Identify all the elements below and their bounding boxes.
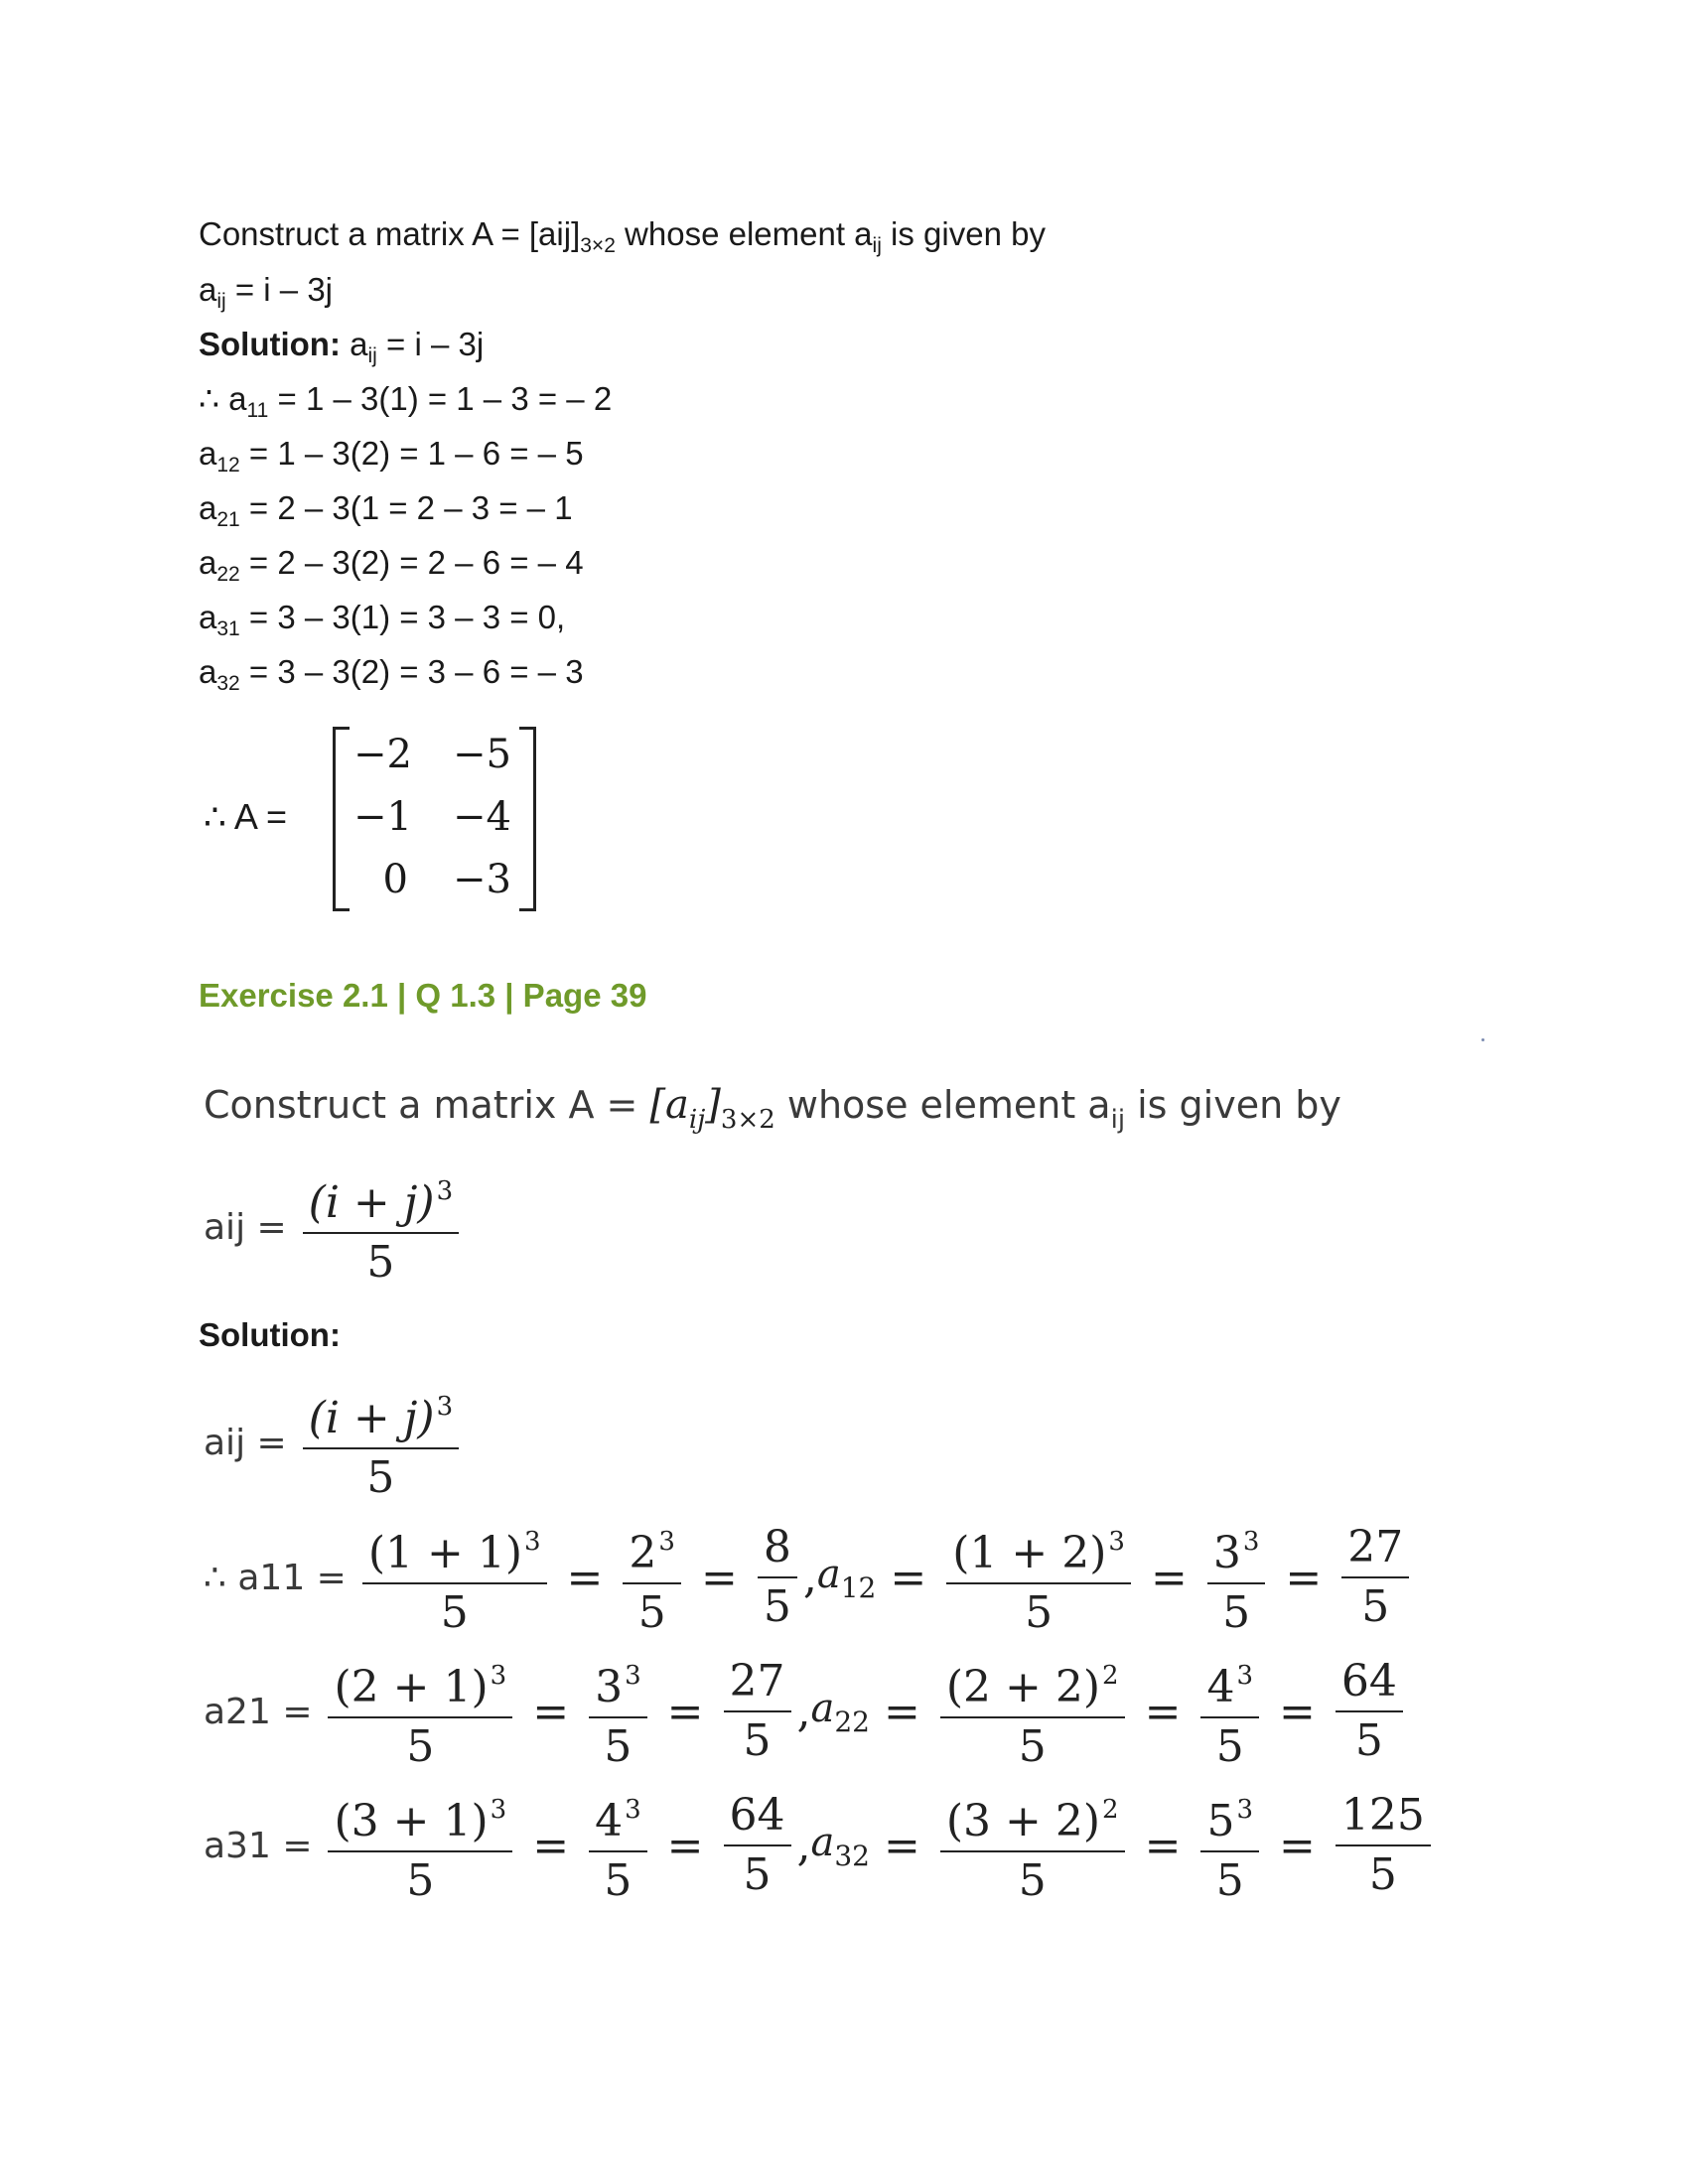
step-pre: a	[199, 653, 217, 690]
equals-sign: =	[666, 1820, 704, 1871]
fraction-den: 5	[1354, 1715, 1383, 1766]
fraction-num: 64	[1336, 1657, 1403, 1712]
fraction-num	[589, 1785, 647, 1852]
step-pre: ∴ a	[199, 380, 247, 417]
row-lhs: a31 =	[204, 1825, 313, 1866]
fraction	[1207, 1517, 1266, 1638]
num-exp: 3	[1236, 1795, 1254, 1825]
q1-step	[199, 379, 612, 431]
num-exp: 2	[1102, 1661, 1119, 1691]
var-name: a	[810, 1819, 835, 1865]
fraction-num: 8	[758, 1523, 797, 1578]
fraction-den: 5	[440, 1587, 469, 1638]
fraction	[303, 1166, 459, 1288]
fraction-den: 5	[743, 1715, 772, 1766]
num-exp: 2	[1102, 1795, 1119, 1825]
equals-sign: =	[890, 1552, 927, 1603]
fraction-den: 5	[1222, 1587, 1251, 1638]
num-text: (2 + 1)	[334, 1662, 489, 1712]
q2-row-1	[204, 1517, 1415, 1638]
q1-solution-rest: = i – 3j	[376, 326, 485, 362]
q2-prompt-a: Construct a matrix A =	[204, 1083, 650, 1127]
step-rest: = 1 – 3(1) = 1 – 3 = – 2	[268, 380, 613, 417]
q1-prompt-sub: ij	[872, 234, 882, 257]
fraction-den: 5	[604, 1721, 633, 1772]
q2-prompt	[204, 1082, 1341, 1135]
num-exp: 3	[625, 1661, 641, 1691]
num-exp: 3	[625, 1795, 641, 1825]
num-text: 3	[595, 1662, 624, 1712]
matrix-label: ∴ A =	[204, 796, 287, 837]
fraction-den: 5	[743, 1849, 772, 1900]
var-sub: 22	[834, 1705, 870, 1738]
num-text: (3 + 2)	[945, 1796, 1101, 1846]
num-exp: 3	[490, 1661, 507, 1691]
fraction-num	[940, 1651, 1125, 1718]
matrix-grid	[333, 725, 536, 908]
bracket-sub: ij	[688, 1105, 706, 1135]
num-exp: 3	[1108, 1527, 1125, 1557]
variable	[811, 1820, 871, 1872]
fraction-num	[589, 1651, 647, 1718]
q1-step	[199, 434, 584, 485]
num-text: 4	[1206, 1662, 1235, 1712]
q1-solution-sub: ij	[367, 344, 377, 367]
equals-sign: =	[884, 1820, 920, 1871]
fraction-num: 27	[1341, 1523, 1409, 1578]
num-exp: 3	[1242, 1527, 1260, 1557]
step-sub: 11	[246, 399, 269, 422]
bracket-dim: 3×2	[720, 1105, 775, 1135]
q2-row-3	[204, 1785, 1437, 1906]
fraction-den: 5	[604, 1855, 633, 1906]
formula-lhs: aij =	[204, 1422, 287, 1463]
q1-step	[199, 488, 573, 540]
q1-prompt-dim: 3×2	[580, 234, 616, 257]
fraction	[328, 1785, 512, 1906]
row-lhs: ∴ a11 =	[204, 1557, 347, 1598]
matrix-cell: −1	[353, 794, 412, 840]
variable	[811, 1686, 871, 1738]
fraction	[623, 1517, 681, 1638]
equals-sign: =	[566, 1552, 604, 1603]
step-rest: = 2 – 3(1 = 2 – 3 = – 1	[239, 489, 573, 526]
q1-prompt-text-2: whose element a	[615, 215, 873, 252]
equals-sign: =	[1279, 1686, 1316, 1737]
stray-dot	[1481, 1038, 1484, 1041]
num-text: 4	[595, 1796, 624, 1846]
step-sub: 21	[216, 508, 240, 531]
bracket-close: ]	[705, 1082, 721, 1128]
fraction	[362, 1517, 547, 1638]
formula-lhs: aij =	[204, 1206, 287, 1248]
fraction-num	[303, 1382, 459, 1449]
fraction-den: 5	[406, 1721, 435, 1772]
variable	[817, 1552, 877, 1604]
num-exp: 3	[490, 1795, 507, 1825]
var-sub: 12	[840, 1570, 877, 1604]
fraction-den: 5	[1368, 1849, 1397, 1900]
q1-solution	[199, 325, 484, 376]
equals-sign: =	[1150, 1552, 1188, 1603]
fraction	[589, 1785, 647, 1906]
num-text: (i + j)	[308, 1177, 435, 1228]
fraction	[946, 1517, 1131, 1638]
step-rest: = 3 – 3(2) = 3 – 6 = – 3	[239, 653, 584, 690]
q1-solution-label: Solution:	[199, 326, 341, 362]
equals-sign: =	[700, 1552, 738, 1603]
fraction-num	[328, 1785, 512, 1852]
q1-prompt-text: Construct a matrix A = [aij]	[199, 215, 581, 252]
fraction-den: 5	[1025, 1587, 1054, 1638]
comma: ,	[796, 1686, 811, 1737]
num-text: 2	[629, 1528, 657, 1578]
fraction-num	[623, 1517, 681, 1584]
fraction-num	[1200, 1651, 1259, 1718]
bracket-open: [a	[649, 1082, 689, 1128]
num-exp: 3	[436, 1176, 454, 1206]
q1-step	[199, 652, 584, 704]
q2-formula-2	[204, 1382, 465, 1503]
var-sub: 32	[834, 1839, 870, 1872]
var-name: a	[810, 1685, 835, 1731]
q1-prompt	[199, 214, 1046, 266]
fraction-den: 5	[406, 1855, 435, 1906]
q1-formula-sub: ij	[216, 290, 226, 313]
q2-row-2	[204, 1651, 1409, 1772]
matrix-cell: −5	[453, 732, 511, 777]
fraction	[1200, 1785, 1259, 1906]
row-lhs: a21 =	[204, 1691, 313, 1732]
fraction-num	[1200, 1785, 1259, 1852]
fraction-den: 5	[1215, 1855, 1244, 1906]
fraction-den: 5	[366, 1237, 395, 1288]
q1-step	[199, 598, 565, 649]
fraction-num	[303, 1166, 459, 1234]
num-text: (1 + 1)	[367, 1528, 522, 1578]
num-text: (3 + 1)	[334, 1796, 489, 1846]
q1-formula-a: a	[199, 271, 217, 308]
num-text: 3	[1212, 1528, 1241, 1578]
exercise-heading: Exercise 2.1 | Q 1.3 | Page 39	[199, 977, 647, 1014]
equals-sign: =	[666, 1686, 704, 1737]
num-text: (2 + 2)	[945, 1662, 1101, 1712]
q2-prompt-sub: ij	[1110, 1105, 1126, 1135]
fraction-num	[1207, 1517, 1266, 1584]
num-text: (i + j)	[308, 1393, 435, 1443]
step-pre: a	[199, 599, 217, 635]
fraction-num	[362, 1517, 547, 1584]
matrix-cell: 0	[382, 857, 408, 902]
q2-formula	[204, 1166, 465, 1288]
step-sub: 12	[216, 454, 240, 477]
fraction	[328, 1651, 512, 1772]
step-pre: a	[199, 435, 217, 472]
equals-sign: =	[532, 1686, 570, 1737]
fraction	[1336, 1791, 1431, 1900]
q1-formula-rest: = i – 3j	[225, 271, 334, 308]
equals-sign: =	[1279, 1820, 1316, 1871]
num-exp: 3	[658, 1527, 675, 1557]
fraction-den: 5	[1215, 1721, 1244, 1772]
fraction-num: 125	[1336, 1791, 1431, 1846]
fraction-num: 27	[724, 1657, 791, 1712]
equals-sign: =	[1144, 1686, 1182, 1737]
step-sub: 32	[216, 672, 240, 695]
fraction	[940, 1785, 1125, 1906]
matrix-right-bracket	[519, 727, 536, 911]
comma: ,	[796, 1820, 811, 1871]
step-sub: 31	[216, 617, 240, 640]
step-pre: a	[199, 489, 217, 526]
equals-sign: =	[532, 1820, 570, 1871]
fraction	[724, 1657, 791, 1766]
fraction-num	[946, 1517, 1131, 1584]
fraction	[758, 1523, 797, 1632]
fraction	[1336, 1657, 1403, 1766]
fraction-den: 5	[1018, 1721, 1047, 1772]
fraction-num: 64	[724, 1791, 791, 1846]
num-text: 5	[1206, 1796, 1235, 1846]
q2-solution-label: Solution:	[199, 1316, 341, 1353]
q1-step	[199, 543, 584, 595]
fraction-den: 5	[763, 1581, 791, 1632]
num-exp: 3	[524, 1527, 541, 1557]
fraction-den: 5	[1361, 1581, 1390, 1632]
fraction-den: 5	[637, 1587, 666, 1638]
fraction	[724, 1791, 791, 1900]
fraction	[940, 1651, 1125, 1772]
q1-prompt-text-3: is given by	[881, 215, 1046, 252]
step-rest: = 1 – 3(2) = 1 – 6 = – 5	[239, 435, 584, 472]
step-rest: = 2 – 3(2) = 2 – 6 = – 4	[239, 544, 584, 581]
step-pre: a	[199, 544, 217, 581]
fraction-num	[328, 1651, 512, 1718]
var-name: a	[816, 1551, 841, 1597]
q1-solution-a: a	[340, 326, 368, 362]
fraction-den: 5	[366, 1452, 395, 1503]
step-sub: 22	[216, 563, 240, 586]
q1-formula	[199, 270, 333, 322]
equals-sign: =	[1144, 1820, 1182, 1871]
fraction	[1341, 1523, 1409, 1632]
fraction	[303, 1382, 459, 1503]
fraction	[589, 1651, 647, 1772]
matrix-cell: −4	[453, 794, 511, 840]
q2-prompt-bracket	[649, 1082, 775, 1135]
q2-prompt-c: is given by	[1125, 1083, 1341, 1127]
fraction-den: 5	[1018, 1855, 1047, 1906]
matrix-cell: −3	[453, 857, 511, 902]
fraction	[1200, 1651, 1259, 1772]
step-rest: = 3 – 3(1) = 3 – 3 = 0,	[239, 599, 566, 635]
num-text: (1 + 2)	[952, 1528, 1107, 1578]
q2-prompt-b: whose element a	[774, 1083, 1111, 1127]
equals-sign: =	[884, 1686, 920, 1737]
num-exp: 3	[436, 1392, 454, 1422]
fraction-num	[940, 1785, 1125, 1852]
equals-sign: =	[1285, 1552, 1323, 1603]
matrix-cell: −2	[353, 732, 412, 777]
num-exp: 3	[1236, 1661, 1254, 1691]
comma: ,	[802, 1552, 817, 1603]
